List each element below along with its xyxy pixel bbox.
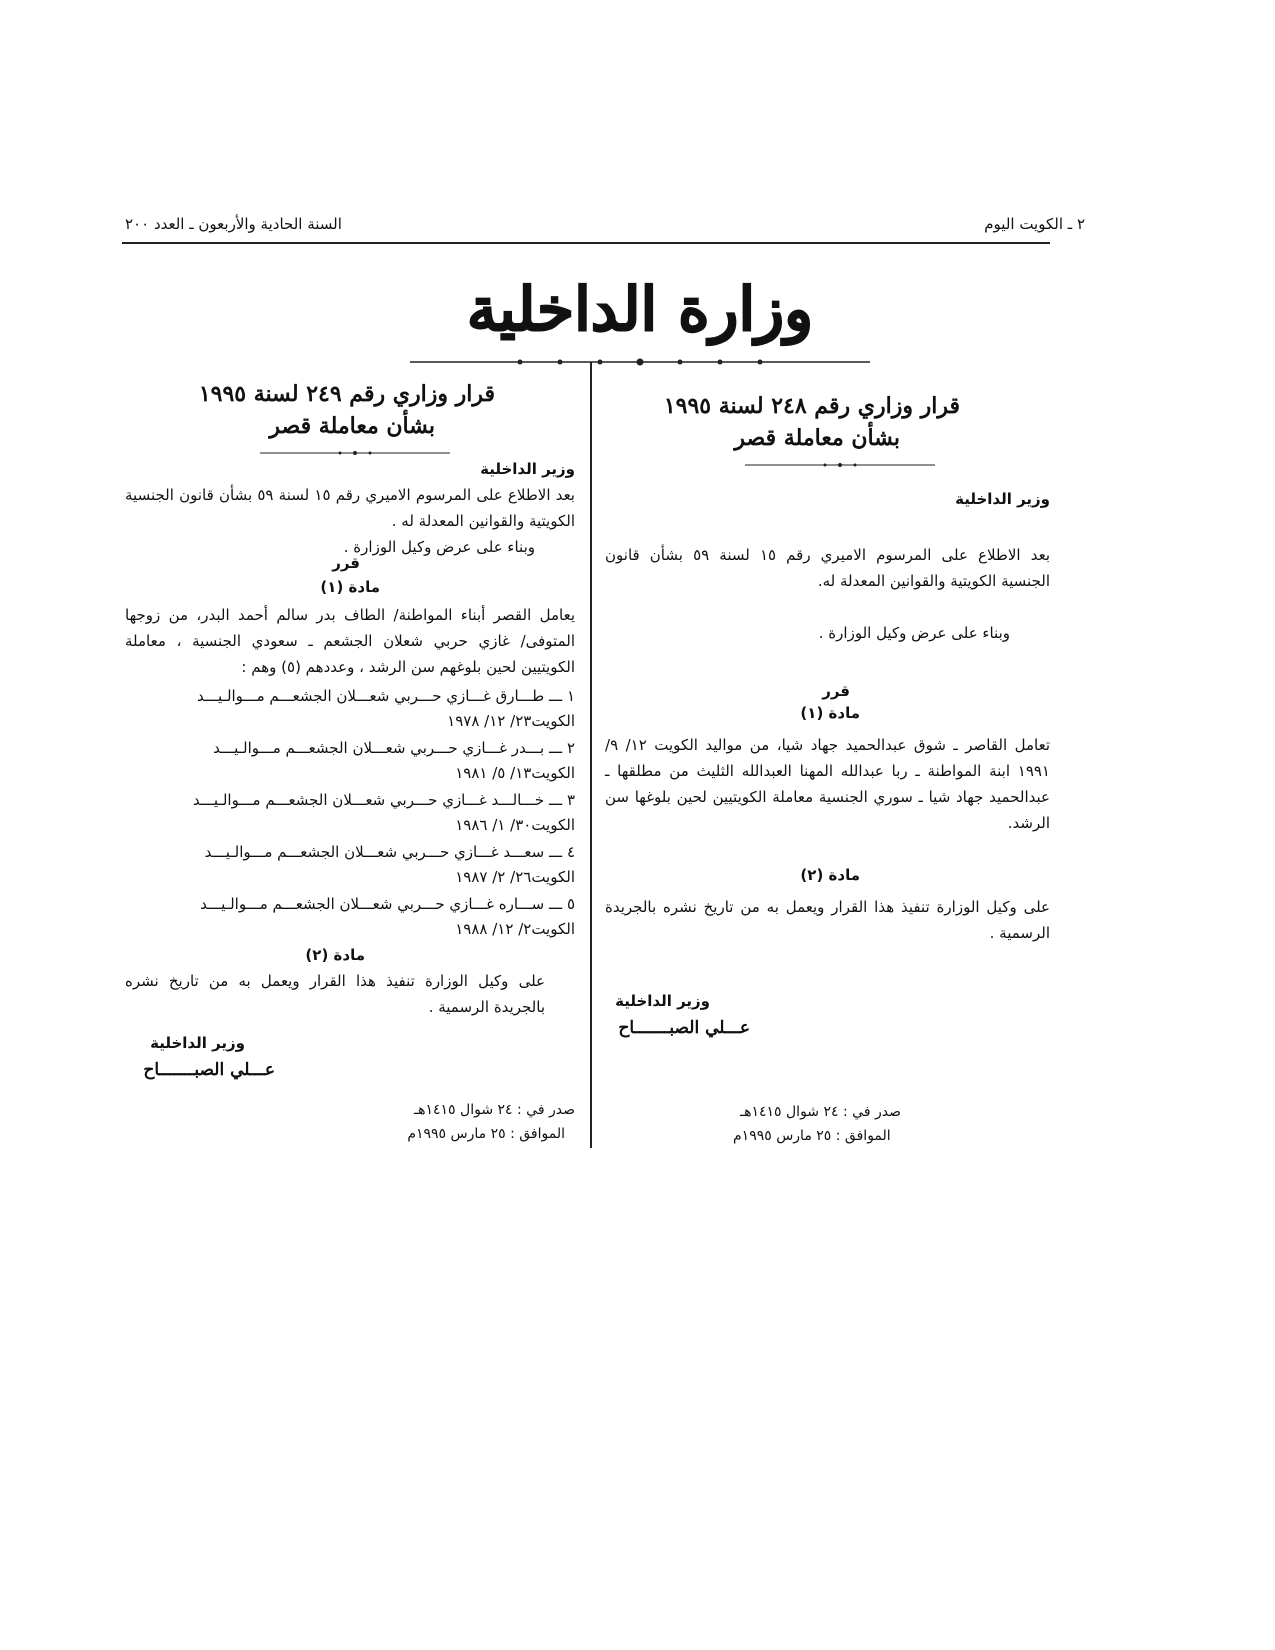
decision-249-issued-date: صدر في : ٢٤ شوال ١٤١٥هـ	[414, 1102, 575, 1118]
decision-248-sig-name: عـــلي الصبـــــــاح	[618, 1018, 750, 1038]
decision-248-title-block	[605, 390, 1050, 454]
issue-label: السنة الحادية والأربعون ـ العدد ٢٠٠	[125, 215, 342, 233]
decision-249-corresponding-date: الموافق : ٢٥ مارس ١٩٩٥م	[407, 1126, 565, 1142]
decision-248-preamble-2: وبناء على عرض وكيل الوزارة .	[818, 624, 1010, 642]
masthead-calligraphy	[400, 262, 880, 358]
list-item	[125, 788, 575, 840]
child-name: ١ ـــ طـــارق غـــازي حـــربي شعـــلان الجشعـــم مـــوالـيـــد	[196, 687, 575, 705]
decision-248-preamble-1: بعد الاطلاع على المرسوم الاميري رقم ١٥ لسنة ٥٩ بشأن قانون الجنسية الكويتية والقوانين المعدلة له.	[605, 546, 1050, 590]
decision-248-article-1-text: تعامل القاصر ـ شوق عبدالحميد جهاد شيا، من مواليد الكويت ١٢/ ٩/ ١٩٩١ ابنة المواطنة ـ ربا عبدالله المهنا العبدالله الثليث من مطلقها ـ عبدالحميد جهاد شيا ـ سوري الجنسية معاملة الكويتيين لحين بلوغها سن الرشد.	[605, 736, 1050, 832]
title-ornament	[745, 460, 935, 470]
decision-248-corresponding-date: الموافق : ٢٥ مارس ١٩٩٥م	[733, 1128, 891, 1144]
decision-249-sig-name: عـــلي الصبـــــــاح	[143, 1060, 275, 1080]
decision-248-article-2-text: على وكيل الوزارة تنفيذ هذا القرار ويعمل به من تاريخ نشره بالجريدة الرسمية .	[605, 898, 1050, 942]
decision-249-article-2-text: على وكيل الوزارة تنفيذ هذا القرار ويعمل به من تاريخ نشره بالجريدة الرسمية .	[125, 972, 545, 1016]
decision-249-preamble-2: وبناء على عرض وكيل الوزارة .	[343, 538, 535, 556]
masthead-text: وزارة الداخلية	[466, 275, 814, 345]
page-label: ٢ ـ الكويت اليوم	[984, 215, 1085, 233]
decision-248-decided: قرر	[822, 682, 850, 700]
decision-248-article-2-heading: مادة (٢)	[800, 866, 860, 884]
header-rule	[122, 242, 1050, 244]
decision-249-article-2-heading: مادة (٢)	[305, 946, 365, 964]
decision-248-minister: وزير الداخلية	[955, 490, 1050, 508]
children-list	[125, 684, 575, 944]
child-birth: الكويت٢٦/ ٢/ ١٩٨٧	[455, 868, 575, 886]
ornament-divider	[400, 356, 880, 368]
decision-249-issued	[125, 1098, 575, 1146]
decision-249-title: قرار وزاري رقم ٢٤٩ لسنة ١٩٩٥	[198, 381, 495, 407]
child-birth: الكويت٢٣/ ١٢/ ١٩٧٨	[447, 712, 575, 730]
decision-249-article-1-text: يعامل القصر أبناء المواطنة/ الطاف بدر سالم أحمد البدر، من زوجها المتوفى/ غازي حربي شعلان الجشعم ـ سعودي الجنسية ، معاملة الكويتيين لحين بلوغهم سن الرشد ، وعددهم (٥) وهم :	[125, 606, 575, 676]
list-item	[125, 684, 575, 736]
child-birth: الكويت٢/ ١٢/ ١٩٨٨	[455, 920, 575, 938]
title-ornament	[260, 448, 450, 458]
decision-249-article-1-heading: مادة (١)	[320, 578, 380, 596]
decision-248-issued-date: صدر في : ٢٤ شوال ١٤١٥هـ	[740, 1104, 901, 1120]
decision-249-sig-title: وزير الداخلية	[150, 1034, 245, 1052]
column-divider	[590, 362, 592, 1148]
child-birth: الكويت١٣/ ٥/ ١٩٨١	[455, 764, 575, 782]
decision-249-decided: قرر	[332, 554, 360, 572]
decision-248-sig-title: وزير الداخلية	[615, 992, 710, 1010]
list-item	[125, 840, 575, 892]
list-item	[125, 736, 575, 788]
child-birth: الكويت٣٠/ ١/ ١٩٨٦	[455, 816, 575, 834]
child-name: ٥ ـــ ســـاره غـــازي حـــربي شعـــلان الجشعـــم مـــوالـيـــد	[200, 895, 575, 913]
list-item	[125, 892, 575, 944]
decision-249-minister: وزير الداخلية	[480, 460, 575, 478]
child-name: ٢ ـــ بـــدر غـــازي حـــربي شعـــلان الجشعـــم مـــوالـيـــد	[213, 739, 575, 757]
decision-248-subtitle: بشأن معاملة قصر	[734, 425, 900, 451]
decision-248-article-1-heading: مادة (١)	[800, 704, 860, 722]
decision-248-issued	[605, 1100, 1050, 1148]
decision-249-preamble-1: بعد الاطلاع على المرسوم الاميري رقم ١٥ لسنة ٥٩ بشأن قانون الجنسية الكويتية والقوانين المعدلة له .	[125, 486, 575, 530]
child-name: ٤ ـــ سعـــد غـــازي حـــربي شعـــلان الجشعـــم مـــوالـيـــد	[204, 843, 575, 861]
decision-249-subtitle: بشأن معاملة قصر	[269, 413, 435, 439]
decision-249-title-block	[125, 378, 575, 442]
decision-248-title: قرار وزاري رقم ٢٤٨ لسنة ١٩٩٥	[663, 393, 960, 419]
child-name: ٣ ـــ خـــالـــد غـــازي حـــربي شعـــلان الجشعـــم مـــوالـيـــد	[192, 791, 575, 809]
